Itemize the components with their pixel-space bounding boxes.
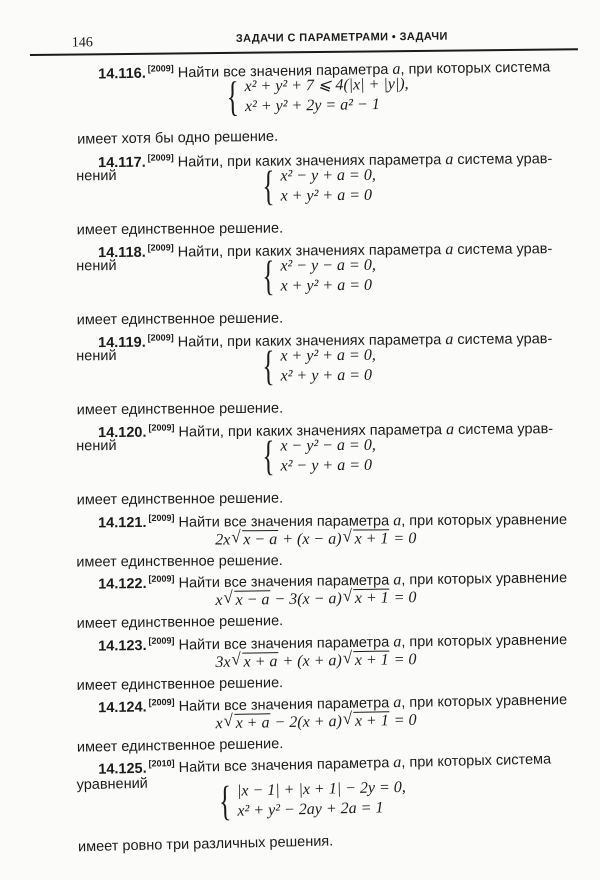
equation-system (222, 74, 409, 119)
square-root: √ x − a (242, 530, 278, 548)
equation-part: − 3(x − a) (270, 590, 342, 609)
equation-system (258, 165, 376, 208)
problem-number: 14.121. (98, 514, 147, 532)
equation-system (258, 255, 376, 298)
square-root: √ x + 1 (354, 529, 390, 547)
problem-condition: имеет единственное решение. (76, 400, 284, 419)
problem-14-119 (0, 325, 600, 420)
system-equations (280, 436, 376, 477)
system-equation: x² + y² + 2y = a² − 1 (244, 96, 380, 116)
problem-condition: имеет единственное решение. (76, 553, 283, 571)
statement-continuation: нений (76, 257, 117, 275)
statement-text: Найти, при каких значениях параметра (177, 332, 442, 351)
statement-text-end: , при которых система (400, 59, 551, 78)
parameter-symbol: a (392, 60, 401, 78)
equation-part: = 0 (389, 711, 417, 730)
problem-condition: имеет единственное решение. (76, 310, 284, 329)
system-equation: x − y² − a = 0, (280, 436, 376, 455)
statement-text-end: система урав- (453, 241, 553, 259)
problem-number: 14.122. (98, 575, 147, 593)
square-root: √ x + 1 (354, 711, 390, 730)
problem-year: [2009] (147, 63, 174, 74)
problem-condition: имеет единственное решение. (76, 220, 284, 239)
problem-number: 14.118. (98, 244, 146, 262)
problem-14-118 (0, 235, 600, 330)
problem-year: [2009] (148, 635, 175, 646)
parameter-symbol: a (445, 241, 454, 259)
statement-text-end: , при которых система (401, 751, 552, 771)
system-equations (237, 778, 407, 822)
statement-text: Найти все значения параметра (178, 572, 390, 592)
square-root: √ x + 1 (354, 651, 390, 669)
system-equation: x² − y + a = 0 (280, 456, 373, 475)
problem-number: 14.125. (98, 760, 147, 778)
problem-condition: имеет хотя бы одно решение. (77, 128, 279, 148)
equation (215, 711, 416, 734)
parameter-symbol: a (445, 151, 454, 169)
problem-number: 14.120. (98, 424, 147, 442)
statement-text-end: система урав- (454, 421, 554, 439)
page-number: 146 (71, 35, 93, 51)
system-equations (280, 346, 376, 387)
equation-system (258, 345, 376, 388)
square-root: √ x + a (242, 652, 278, 670)
equation-system (258, 435, 376, 478)
system-brace: { (262, 343, 275, 390)
statement-text: Найти все значения параметра (178, 513, 390, 531)
square-root: √ x − a (234, 590, 270, 608)
statement-continuation: нений (76, 347, 117, 365)
statement-text: Найти, при каких значениях параметра (178, 422, 443, 441)
statement-continuation: уравнений (76, 775, 149, 794)
problem-year: [2009] (148, 512, 175, 523)
problem-condition: имеет единственное решение. (76, 490, 284, 509)
problem-14-122 (0, 564, 600, 634)
problem-condition: имеет единственное решение. (76, 613, 284, 632)
parameter-symbol: a (393, 633, 402, 651)
system-equation: x² + y² + 7 ⩽ 4(|x| + |y|), (244, 75, 409, 96)
problem-year: [2009] (148, 422, 175, 433)
problem-year: [2009] (147, 242, 174, 253)
problem-14-121 (0, 506, 600, 572)
system-brace: { (218, 778, 232, 826)
problem-condition: имеет единственное решение. (76, 736, 284, 756)
problem-14-123 (0, 626, 600, 696)
equation-part: + (x + a) (278, 652, 342, 671)
system-equations (280, 256, 376, 297)
statement-text: Найти все значения параметра (178, 695, 390, 715)
equation (215, 529, 416, 549)
system-equation: |x − 1| + |x + 1| − 2y = 0, (236, 778, 407, 800)
statement-text-end: , при которых уравнение (401, 570, 568, 589)
statement-text-end: , при которых уравнение (401, 692, 568, 711)
problem-number: 14.119. (98, 334, 146, 352)
equation-system (215, 777, 407, 826)
problem-number: 14.116. (98, 65, 146, 83)
parameter-symbol: a (393, 512, 402, 530)
system-equations (280, 166, 376, 207)
statement-continuation: нений (76, 437, 117, 455)
problem-year: [2010] (148, 758, 175, 769)
equation-part: 3x (215, 653, 231, 671)
problem-14-117 (0, 145, 600, 240)
parameter-symbol: a (393, 753, 402, 772)
equation-part: = 0 (389, 651, 417, 669)
system-equation: x² + y + a = 0 (280, 366, 373, 385)
statement-text: Найти, при каких значениях параметра (177, 242, 442, 261)
statement-text-end: , при которых уравнение (401, 512, 568, 530)
problem-year: [2009] (147, 332, 174, 343)
parameter-symbol: a (446, 421, 455, 439)
system-equation: x² + y² − 2ay + 2a = 1 (237, 799, 384, 820)
system-equation: x² − y + a = 0, (280, 166, 376, 185)
statement-text: Найти все значения параметра (178, 634, 390, 654)
problem-14-116 (0, 53, 600, 150)
problem-year: [2009] (148, 573, 175, 584)
square-root: √ x + a (234, 713, 270, 732)
parameter-symbol: a (393, 693, 402, 712)
system-brace: { (262, 253, 275, 300)
problem-condition: имеет единственное решение. (76, 675, 284, 694)
statement-text-end: система урав- (453, 151, 553, 169)
equation-part: − 2(x + a) (270, 713, 343, 732)
page-header (30, 28, 578, 56)
statement-text: Найти, при каких значениях параметра (177, 152, 442, 171)
parameter-symbol: a (393, 571, 402, 589)
problem-condition: имеет ровно три различных решения. (77, 833, 334, 856)
equation-part: = 0 (389, 589, 417, 607)
equation-part: = 0 (389, 530, 417, 548)
equation-part: x (215, 715, 223, 733)
statement-text-end: система урав- (453, 331, 553, 349)
square-root: √ x + 1 (354, 589, 390, 607)
problem-year: [2009] (147, 152, 174, 163)
system-brace: { (226, 74, 240, 121)
problem-14-120 (0, 415, 600, 510)
system-equation: x² − y − a = 0, (280, 256, 376, 275)
problem-number: 14.124. (98, 699, 147, 717)
equation (215, 650, 416, 672)
system-equation: x + y² + a = 0 (280, 186, 373, 205)
statement-text: Найти все значения параметра (178, 755, 390, 776)
equation-part: x (215, 591, 223, 609)
parameter-symbol: a (445, 331, 454, 349)
problem-statement (98, 506, 567, 532)
system-equations (244, 75, 409, 118)
system-equation: x + y² + a = 0 (280, 276, 373, 295)
system-brace: { (262, 433, 275, 480)
equation (215, 588, 416, 610)
statement-continuation: нений (76, 167, 117, 185)
equation-part: 2x (215, 531, 231, 549)
problem-14-125 (0, 744, 600, 858)
statement-text: Найти все значения параметра (177, 61, 389, 82)
system-equation: x + y² + a = 0, (280, 346, 376, 365)
system-brace: { (262, 163, 275, 210)
problem-number: 14.123. (98, 637, 147, 655)
running-title: ЗАДАЧИ С ПАРАМЕТРАМИ • ЗАДАЧИ (235, 30, 448, 45)
problem-list (0, 59, 600, 858)
problem-year: [2009] (148, 696, 175, 708)
problem-number: 14.117. (98, 154, 146, 172)
statement-text-end: , при которых уравнение (401, 632, 568, 651)
equation-part: + (x − a) (278, 530, 342, 549)
